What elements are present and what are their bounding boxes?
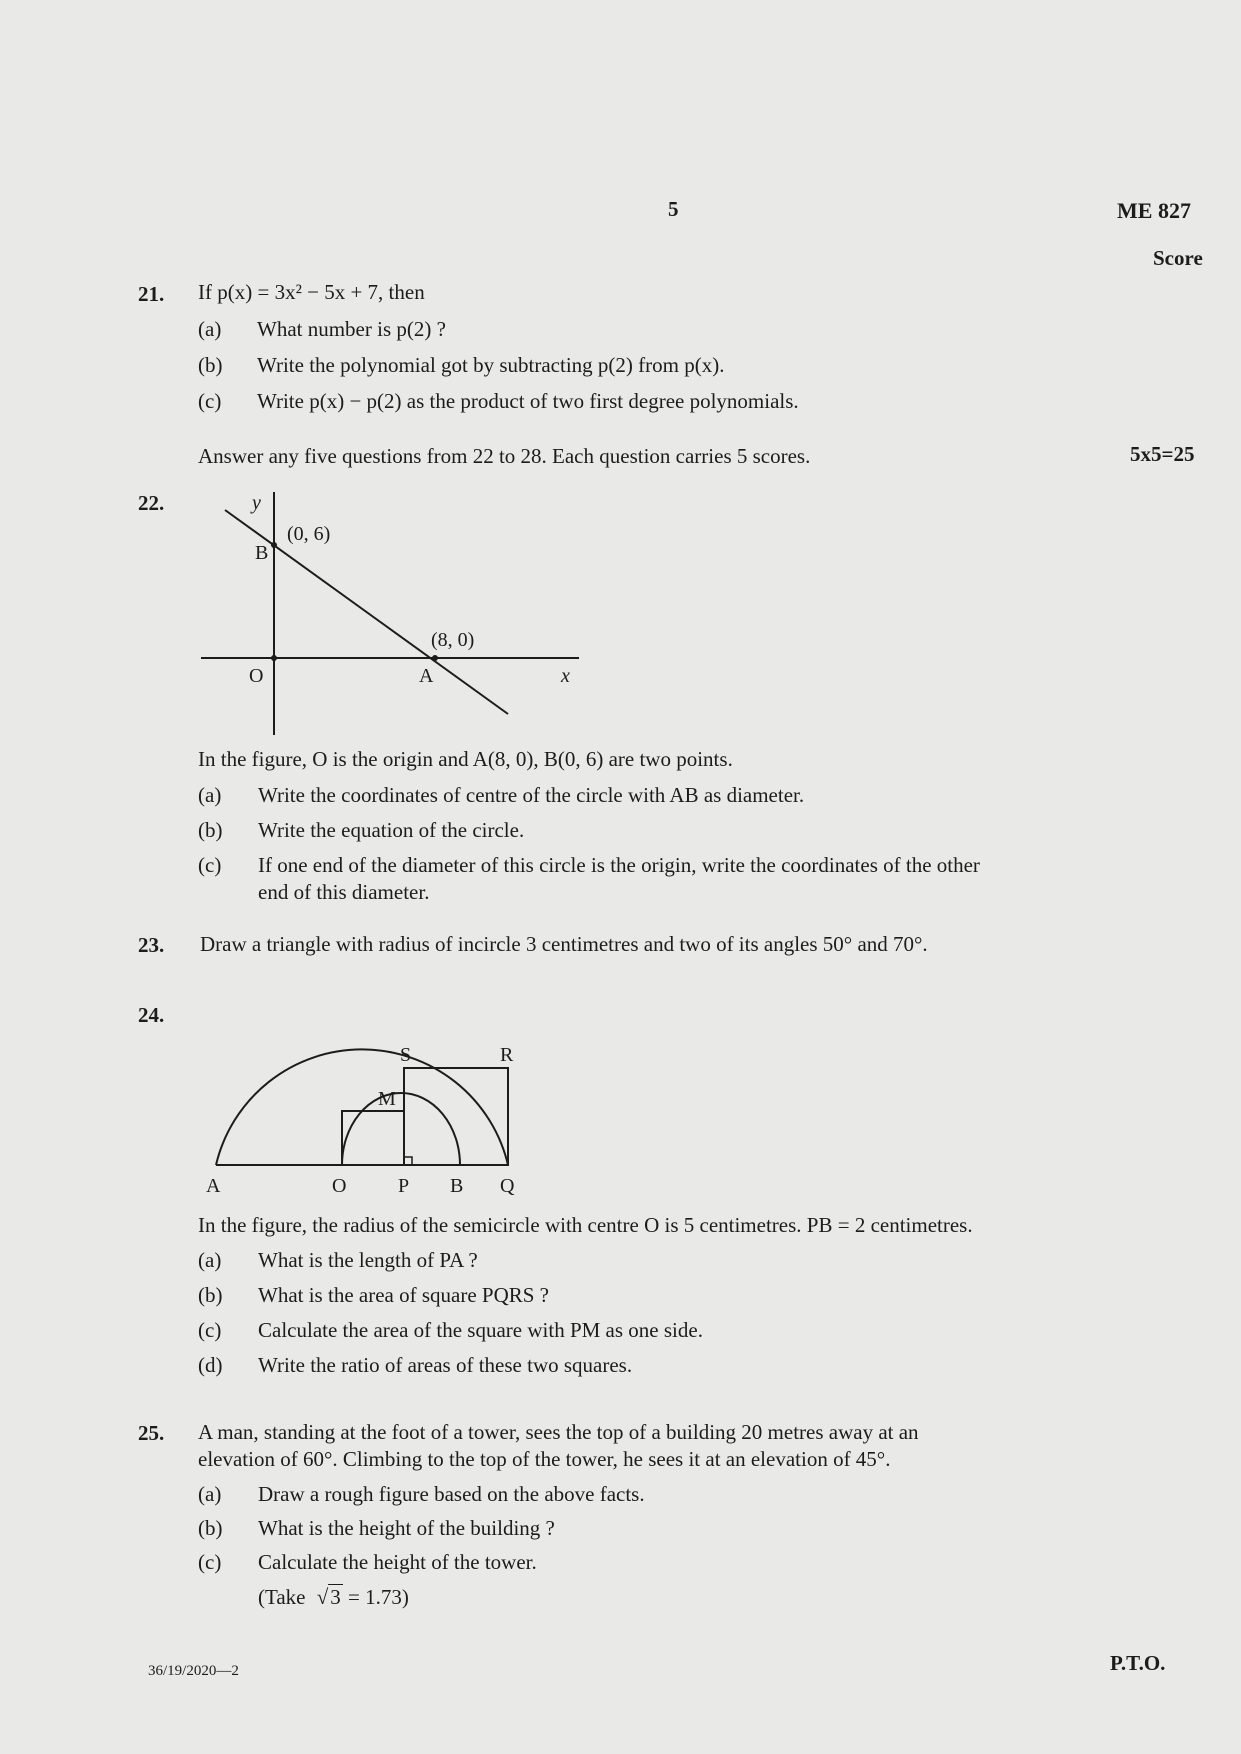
question-25-number: 25. [138, 1421, 165, 1445]
q22-label-a: A [419, 665, 434, 687]
question-24-stem: In the figure, the radius of the semicircle with centre O is 5 centimetres. PB = 2 centimetres. [198, 1213, 973, 1237]
q22-label-y: y [252, 492, 261, 514]
q25-take-prefix: (Take [258, 1585, 306, 1609]
question-21-stem: If p(x) = 3x² − 5x + 7, then [198, 280, 425, 304]
q22-part-a-label: (a) [198, 783, 222, 807]
page-number: 5 [668, 197, 679, 221]
q22-point-a [432, 655, 438, 661]
q22-part-c-text-line2: end of this diameter. [258, 880, 430, 904]
q24-part-b-label: (b) [198, 1283, 223, 1307]
q24-part-a-label: (a) [198, 1248, 222, 1272]
q24-label-m: M [378, 1088, 396, 1110]
q22-line-ab [225, 510, 508, 714]
footer-pto: P.T.O. [1110, 1651, 1166, 1675]
q22-label-x: x [561, 665, 570, 687]
question-21-number: 21. [138, 282, 165, 306]
q21-part-b-label: (b) [198, 353, 223, 377]
q22-part-c-text: If one end of the diameter of this circle is the origin, write the coordinates of the other [258, 853, 980, 877]
q25-part-a-label: (a) [198, 1482, 222, 1506]
q24-label-s: S [400, 1044, 412, 1066]
q22-part-c-label: (c) [198, 853, 222, 877]
q21-part-a-label: (a) [198, 317, 222, 341]
q25-take-note [258, 1584, 409, 1610]
question-23-text: Draw a triangle with radius of incircle 3 centimetres and two of its angles 50° and 70°. [200, 932, 928, 956]
q22-label-o: O [249, 665, 264, 687]
q24-label-q: Q [500, 1175, 515, 1197]
q21-part-c-text: Write p(x) − p(2) as the product of two first degree polynomials. [257, 389, 799, 413]
q24-part-c-label: (c) [198, 1318, 222, 1342]
score-label: Score [1153, 246, 1203, 270]
section-instruction: Answer any five questions from 22 to 28. Each question carries 5 scores. [198, 444, 811, 468]
q24-part-d-label: (d) [198, 1353, 223, 1377]
q22-coord-a: (8, 0) [431, 629, 475, 651]
q21-part-a-text: What number is p(2) ? [257, 317, 446, 341]
q22-point-b [271, 542, 277, 548]
q24-label-a: A [206, 1175, 221, 1197]
q21-part-b-text: Write the polynomial got by subtracting p(2) from p(x). [257, 353, 725, 377]
q24-part-a-text: What is the length of PA ? [258, 1248, 478, 1272]
question-23-number: 23. [138, 933, 165, 957]
q24-small-semicircle [342, 1093, 460, 1165]
section-marks: 5x5=25 [1130, 442, 1195, 466]
q22-part-b-label: (b) [198, 818, 223, 842]
q21-part-c-label: (c) [198, 389, 222, 413]
q25-part-b-text: What is the height of the building ? [258, 1516, 555, 1540]
q22-coord-b: (0, 6) [287, 523, 331, 545]
sqrt-symbol: √ [316, 1585, 329, 1609]
q24-label-p: P [398, 1175, 410, 1197]
q22-part-b-text: Write the equation of the circle. [258, 818, 525, 842]
q25-part-c-text: Calculate the height of the tower. [258, 1550, 537, 1574]
question-24-number: 24. [138, 1003, 165, 1027]
q22-part-a-text: Write the coordinates of centre of the circle with AB as diameter. [258, 783, 805, 807]
question-22-stem: In the figure, O is the origin and A(8, 0), B(0, 6) are two points. [198, 747, 733, 771]
q24-part-b-text: What is the area of square PQRS ? [258, 1283, 549, 1307]
q24-part-d-text: Write the ratio of areas of these two squares. [258, 1353, 633, 1377]
q24-label-b: B [450, 1175, 464, 1197]
q22-coordinate-figure [195, 487, 595, 747]
q24-right-angle-mark [404, 1157, 412, 1165]
q25-root-value: 3 [330, 1585, 341, 1609]
q25-part-b-label: (b) [198, 1516, 223, 1540]
q24-label-r: R [500, 1044, 514, 1066]
q25-part-a-text: Draw a rough figure based on the above facts. [258, 1482, 645, 1506]
question-25-line1: A man, standing at the foot of a tower, sees the top of a building 20 metres away at an [198, 1420, 919, 1444]
question-22-number: 22. [138, 491, 165, 515]
question-25-line2: elevation of 60°. Climbing to the top of the tower, he sees it at an elevation of 45°. [198, 1447, 891, 1471]
q24-semicircle-figure [200, 1040, 560, 1200]
q24-part-c-text: Calculate the area of the square with PM as one side. [258, 1318, 703, 1342]
q22-label-b: B [255, 542, 269, 564]
q24-label-o: O [332, 1175, 347, 1197]
q22-point-o [271, 655, 277, 661]
paper-code: ME 827 [1117, 198, 1191, 223]
q24-square-pm [342, 1111, 404, 1165]
q25-take-suffix: = 1.73) [342, 1585, 409, 1609]
q24-large-semicircle [216, 1049, 508, 1165]
footer-code: 36/19/2020—2 [148, 1663, 239, 1679]
q25-part-c-label: (c) [198, 1550, 222, 1574]
